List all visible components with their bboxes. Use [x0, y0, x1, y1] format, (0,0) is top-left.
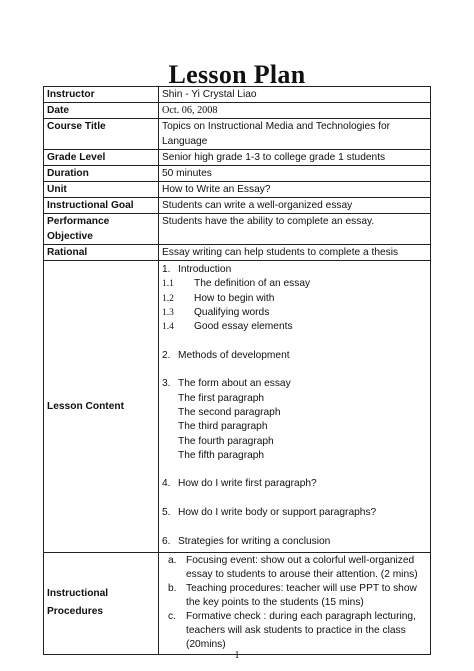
row-value: Students have the ability to complete an essay. [159, 214, 431, 245]
list-item: The fifth paragraph [178, 449, 265, 461]
list-item: 2. Methods of development [162, 349, 290, 361]
row-label: Unit [44, 182, 159, 198]
row-label: Date [44, 103, 159, 119]
row-label: Rational [44, 245, 159, 261]
list-item: 1.2 How to begin with [162, 292, 275, 304]
lesson-content-label: Lesson Content [44, 261, 159, 553]
lesson-plan-table [43, 86, 431, 655]
row-value: Senior high grade 1-3 to college grade 1 students [159, 150, 431, 166]
list-item: a. Focusing event: show out a colorful well-organized essay to students to arouse their attention. (2 mins) [168, 554, 418, 580]
row-label: Course Title [44, 119, 159, 150]
row-value: Shin - Yi Crystal Liao [159, 87, 431, 103]
row-label: Performance Objective [44, 214, 159, 245]
procedures-label: Instructional Procedures [44, 552, 159, 654]
list-item: The second paragraph [178, 406, 281, 418]
procedures-cell [159, 552, 431, 654]
lesson-content-cell [159, 261, 431, 553]
table-row [44, 119, 431, 150]
list-item: 6. Strategies for writing a conclusion [162, 535, 331, 547]
table-row [44, 198, 431, 214]
list-item: 1.4 Good essay elements [162, 321, 293, 333]
table-row [44, 182, 431, 198]
list-item: 1.1 The definition of an essay [162, 278, 311, 290]
row-value: 50 minutes [159, 166, 431, 182]
list-item: 3. The form about an essay [162, 378, 291, 390]
row-label: Duration [44, 166, 159, 182]
row-value: How to Write an Essay? [159, 182, 431, 198]
list-item: c. Formative check : during each paragraph lecturing, teachers will ask students to practice in the class (20mins) [168, 610, 416, 650]
row-value: Essay writing can help students to complete a thesis [159, 245, 431, 261]
lesson-content-row [44, 261, 431, 553]
list-item: The fourth paragraph [178, 435, 274, 447]
list-item: 1.3 Qualifying words [162, 306, 270, 318]
table-row [44, 150, 431, 166]
procedures-row [44, 552, 431, 654]
table-row [44, 166, 431, 182]
row-value: Topics on Instructional Media and Technologies for Language [159, 119, 431, 150]
list-item: 5. How do I write body or support paragraphs? [162, 507, 377, 519]
list-item: 4. How do I write first paragraph? [162, 478, 317, 490]
row-value: Oct. 06, 2008 [159, 103, 431, 119]
list-item: b. Teaching procedures: teacher will use PPT to show the key points to the students (15 mins) [168, 582, 417, 608]
row-label: Grade Level [44, 150, 159, 166]
row-label: Instructional Goal [44, 198, 159, 214]
list-item: The first paragraph [178, 392, 265, 404]
page-title: Lesson Plan [168, 60, 306, 89]
page-number: 1 [234, 650, 240, 661]
list-item: The third paragraph [178, 421, 268, 433]
row-value: Students can write a well-organized essay [159, 198, 431, 214]
list-item: 1. Introduction [162, 264, 232, 275]
table-row [44, 103, 431, 119]
table-row [44, 214, 431, 245]
table-row [44, 87, 431, 103]
table-row [44, 245, 431, 261]
row-label: Instructor [44, 87, 159, 103]
